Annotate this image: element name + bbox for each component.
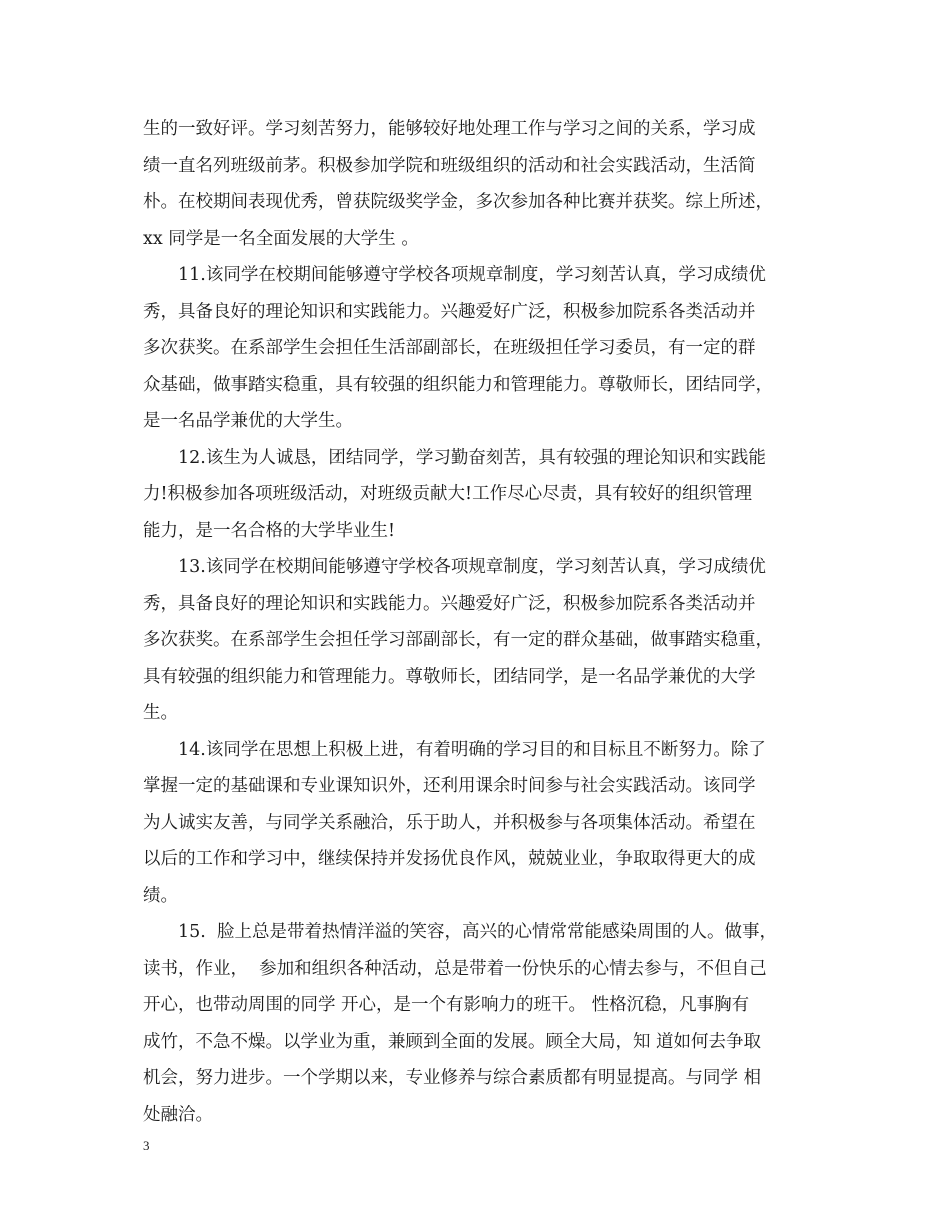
paragraph-13-start: 13.该同学在校期间能够遵守学校各项规章制度，学习刻苦认真，学习成绩优	[178, 557, 766, 577]
paragraph-14-start: 14.该同学在思想上积极上进，有着明确的学习目的和目标且不断努力。除了	[178, 739, 766, 760]
text-line: 成竹，不急不燥。以学业为重，兼顾到全面的发展。顾全大局，知 道如何去争取	[143, 1031, 762, 1052]
text-line: 是一名品学兼优的大学生。	[143, 411, 353, 431]
text-line: 能力，是一名合格的大学毕业生!	[143, 520, 396, 541]
text-line: 生。	[143, 703, 178, 723]
text-line: 秀，具备良好的理论知识和实践能力。兴趣爱好广泛，积极参加院系各类活动并	[143, 593, 756, 614]
text-line: 读书，作业， 参加和组织各种活动，总是带着一份快乐的心情去参与，不但自己	[143, 958, 767, 979]
page-number: 3	[143, 1138, 150, 1153]
text-line: 力!积极参加各项班级活动，对班级贡献大!工作尽心尽责，具有较好的组织管理	[143, 484, 753, 504]
text-line: 多次获奖。在系部学生会担任学习部副部长，有一定的群众基础，做事踏实稳重，	[143, 630, 773, 650]
text-line: 绩。	[143, 885, 178, 906]
text-line: 以后的工作和学习中，继续保持并发扬优良作风，兢兢业业，争取取得更大的成	[143, 849, 756, 869]
text-line: 朴。在校期间表现优秀，曾获院级奖学金，多次参加各种比赛并获奖。综上所述，	[143, 192, 773, 212]
text-line: xx 同学是一名全面发展的大学生 。	[143, 228, 419, 249]
text-line: 掌握一定的基础课和专业课知识外，还利用课余时间参与社会实践活动。该同学	[143, 776, 756, 796]
document-body	[143, 111, 813, 1133]
text-line: 处融洽。	[143, 1104, 213, 1125]
text-line: 机会，努力进步。一个学期以来，专业修养与综合素质都有明显提高。与同学 相	[143, 1068, 762, 1088]
text-line: 具有较强的组织能力和管理能力。尊敬师长，团结同学，是一名品学兼优的大学	[143, 666, 756, 687]
text-line: 秀，具备良好的理论知识和实践能力。兴趣爱好广泛，积极参加院系各类活动并	[143, 301, 756, 322]
text-line: 生的一致好评。学习刻苦努力，能够较好地处理工作与学习之间的关系，学习成	[143, 119, 756, 139]
paragraph-15-start: 15. 脸上总是带着热情洋溢的笑容，高兴的心情常常能感染周围的人。做事，	[178, 922, 777, 942]
text-line: 开心，也带动周围的同学 开心，是一个有影响力的班干。 性格沉稳，凡事胸有	[143, 995, 750, 1015]
paragraph-12-start: 12.该生为人诚恳，团结同学，学习勤奋刻苦，具有较强的理论知识和实践能	[178, 447, 766, 468]
text-line: 多次获奖。在系部学生会担任生活部副部长，在班级担任学习委员，有一定的群	[143, 338, 756, 358]
text-line: 为人诚实友善，与同学关系融洽，乐于助人，并积极参与各项集体活动。希望在	[143, 812, 756, 833]
paragraph-11-start: 11.该同学在校期间能够遵守学校各项规章制度，学习刻苦认真，学习成绩优	[178, 265, 766, 285]
text-line: 众基础，做事踏实稳重，具有较强的组织能力和管理能力。尊敬师长，团结同学，	[143, 374, 773, 395]
text-line: 绩一直名列班级前茅。积极参加学院和班级组织的活动和社会实践活动，生活简	[143, 155, 756, 176]
